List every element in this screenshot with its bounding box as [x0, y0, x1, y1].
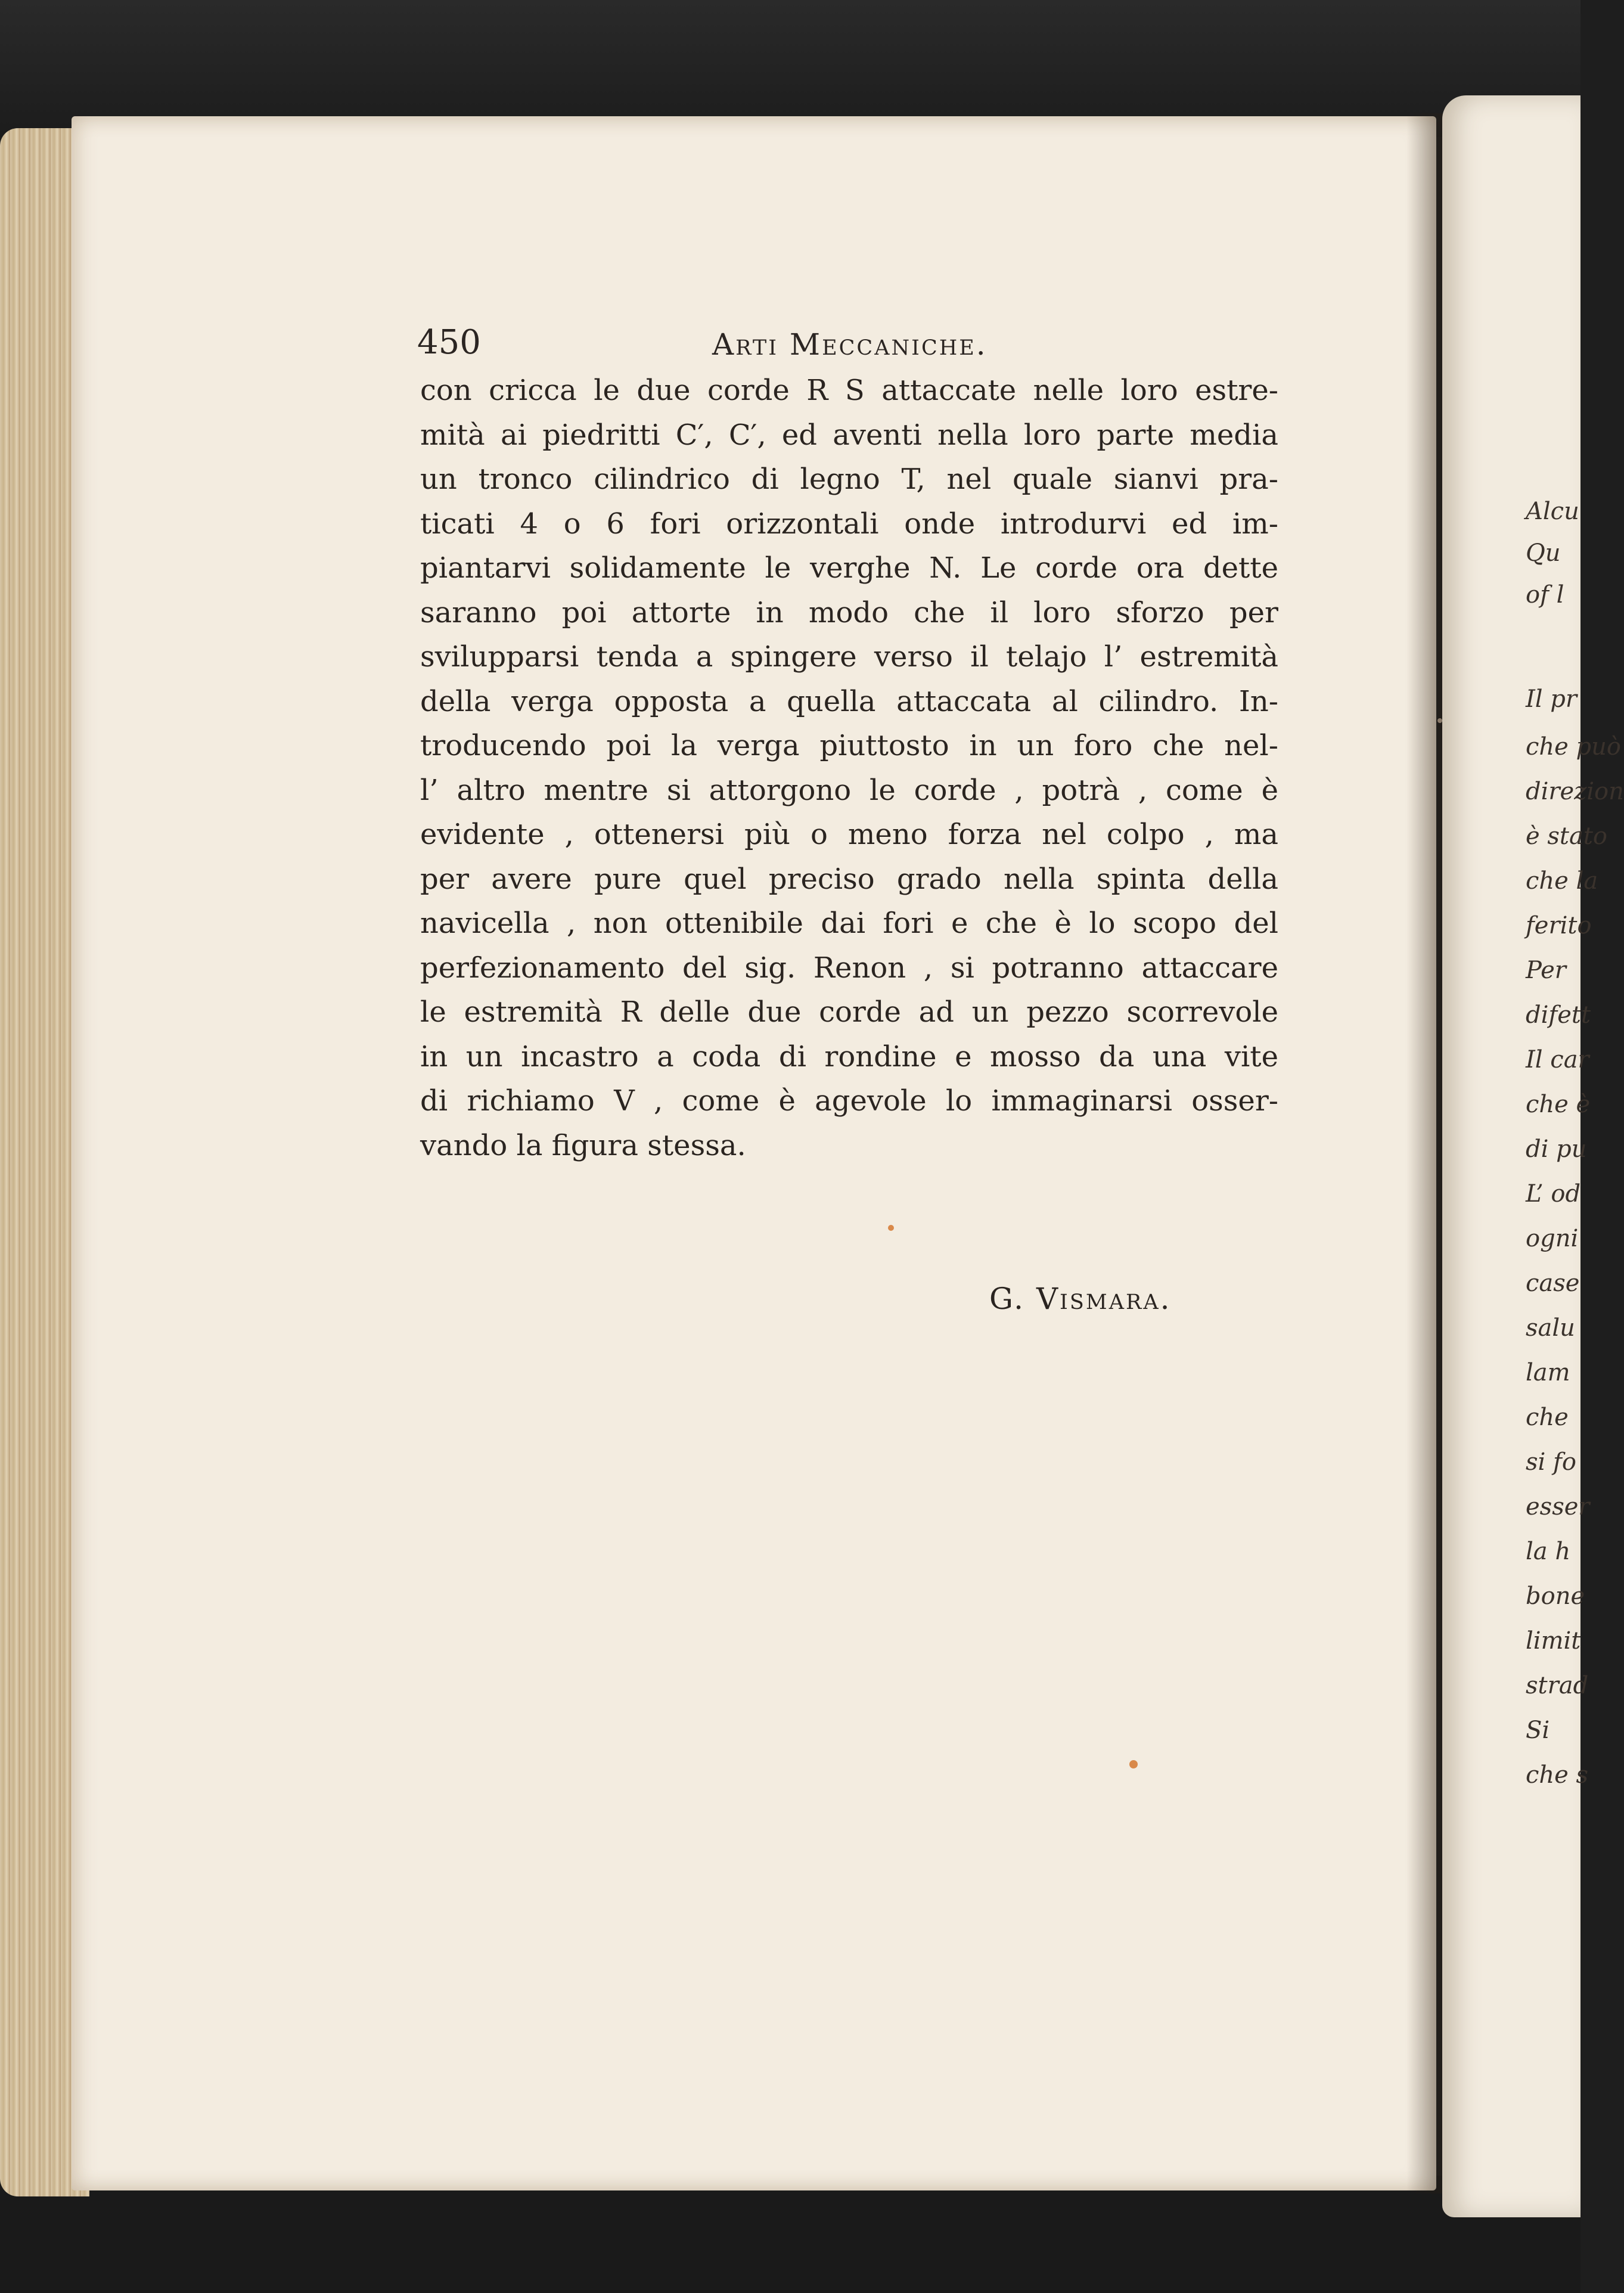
facing-fragment: Alcu: [1526, 498, 1579, 525]
text-line: della verga opposta a quella attaccata al cilindro. In-: [420, 684, 1278, 718]
facing-fragment: si fo: [1526, 1448, 1576, 1476]
facing-fragment: che è: [1526, 1091, 1591, 1118]
text-line: in un incastro a coda di rondine e mosso da una vite: [420, 1040, 1278, 1073]
running-head-title: Arti Meccaniche.: [712, 327, 988, 362]
facing-fragment: esser: [1526, 1493, 1590, 1521]
page-number: 450: [417, 323, 481, 362]
text-line: vando la figura stessa.: [420, 1128, 746, 1162]
facing-fragment: ogni: [1526, 1225, 1579, 1252]
facing-fragment: la h: [1526, 1538, 1571, 1565]
body-paragraph: [420, 368, 1278, 1168]
facing-fragment: strad: [1526, 1672, 1589, 1699]
facing-fragment: che s: [1526, 1761, 1589, 1789]
foxing-spot: [1129, 1760, 1138, 1768]
text-line: perfezionamento del sig. Renon , si potranno attaccare: [420, 951, 1278, 985]
author-signature: G. Vismara.: [989, 1282, 1172, 1316]
facing-fragment: che può: [1526, 733, 1621, 761]
facing-fragment: of l: [1526, 581, 1564, 609]
facing-fragment: Il car: [1526, 1046, 1589, 1073]
foxing-spot: [1437, 718, 1442, 723]
foxing-spot: [888, 1225, 894, 1231]
facing-fragment: salu: [1526, 1314, 1575, 1342]
facing-page-text: [1526, 498, 1624, 1839]
text-line: navicella , non ottenibile dai fori e che è lo scopo del: [420, 907, 1278, 940]
text-line: saranno poi attorte in modo che il loro sforzo per: [420, 595, 1278, 629]
text-line: mità ai piedritti C′, C′, ed aventi nella loro parte media: [420, 418, 1278, 452]
facing-fragment: di pu: [1526, 1135, 1587, 1163]
facing-fragment: direzion: [1526, 778, 1624, 805]
text-line: di richiamo V , come è agevole lo immaginarsi osser-: [420, 1084, 1278, 1118]
text-line: evidente , ottenersi più o meno forza nel colpo , ma: [420, 818, 1278, 851]
facing-fragment: che: [1526, 1404, 1569, 1431]
facing-fragment: Si: [1526, 1717, 1550, 1744]
text-line: ticati 4 o 6 fori orizzontali onde introdurvi ed im-: [420, 507, 1278, 541]
text-line: svilupparsi tenda a spingere verso il telajo l’ estremità: [420, 640, 1278, 674]
text-line: piantarvi solidamente le verghe N. Le corde ora dette: [420, 551, 1278, 585]
text-line: un tronco cilindrico di legno T, nel quale sianvi pra-: [420, 463, 1278, 496]
facing-fragment: lam: [1526, 1359, 1570, 1386]
text-line: le estremità R delle due corde ad un pezzo scorrevole: [420, 995, 1278, 1029]
facing-fragment: è stato: [1526, 823, 1607, 850]
facing-fragment: L’ od: [1526, 1180, 1581, 1208]
text-line: per avere pure quel preciso grado nella spinta della: [420, 862, 1278, 896]
facing-fragment: bone: [1526, 1583, 1585, 1610]
text-line: con cricca le due corde R S attaccate nelle loro estre-: [420, 374, 1278, 407]
facing-fragment: ferito: [1526, 912, 1592, 939]
facing-fragment: case: [1526, 1270, 1580, 1297]
background-bottom: [0, 2176, 1580, 2293]
facing-fragment: Il pr: [1526, 685, 1578, 713]
text-line: troducendo poi la verga piuttosto in un foro che nel-: [420, 729, 1278, 762]
text-line: l’ altro mentre si attorgono le corde , potrà , come è: [420, 773, 1278, 807]
facing-fragment: Qu: [1526, 539, 1561, 567]
facing-fragment: Per: [1526, 957, 1566, 984]
facing-fragment: che la: [1526, 867, 1598, 895]
facing-fragment: difett: [1526, 1001, 1591, 1029]
facing-fragment: limit: [1526, 1627, 1581, 1655]
